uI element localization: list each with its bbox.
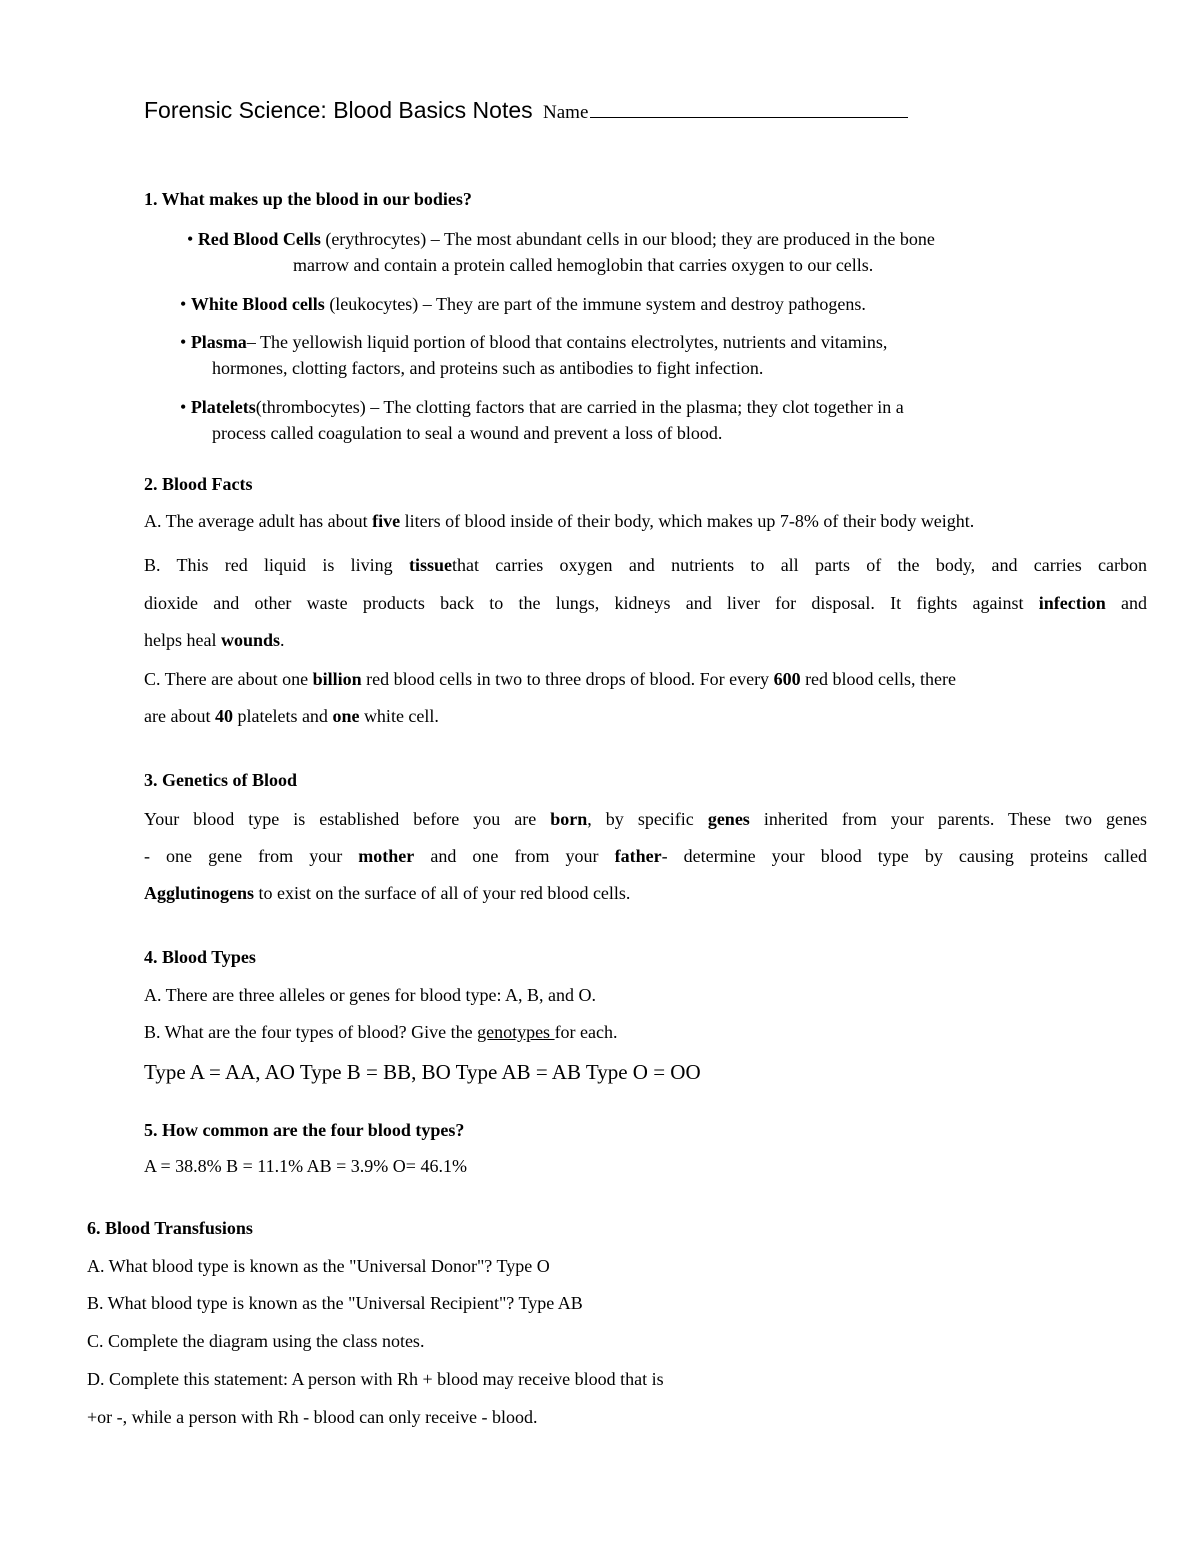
blood-types-b [144, 1022, 618, 1043]
fact-c1-pre: C. There are about one [144, 669, 313, 689]
bullet-platelets [180, 397, 904, 418]
section-6-heading: 6. Blood Transfusions [87, 1218, 253, 1238]
fact-b2-pre: dioxide and other waste products back to the lungs, kidneys and liver for disposal. It fights against [144, 593, 1039, 613]
blood-type-frequency-answer: A = 38.8% B = 11.1% AB = 3.9% O= 46.1% [144, 1156, 467, 1176]
bullet-icon: • [180, 397, 187, 417]
fact-a-pre: A. The average adult has about [144, 511, 373, 531]
bullet-red-blood-cells [187, 229, 935, 250]
rbc-term: Red Blood Cells [197, 229, 321, 249]
genetics-l3-post: to exist on the surface of all of your red blood cells. [254, 883, 631, 903]
genetics-line-2 [144, 846, 1147, 867]
transfusion-a: A. What blood type is known as the "Universal Donor"? Type O [87, 1256, 550, 1276]
fact-c2-mid: platelets and [232, 706, 333, 726]
fact-a-bold: five [372, 511, 401, 531]
platelets-line-1: (thrombocytes) – The clotting factors that are carried in the plasma; they clot together in a [255, 397, 904, 417]
fact-c2-post: white cell. [359, 706, 439, 726]
name-blank-line[interactable] [590, 97, 908, 118]
genetics-l1-pre: Your blood type is established before you are [144, 809, 551, 829]
fact-b1-pre: B. This red liquid is living [144, 555, 409, 575]
fact-b-line-2 [144, 593, 1147, 614]
fact-c-line-2 [144, 706, 439, 727]
genetics-line-3 [144, 883, 630, 904]
rbc-line-1: (erythrocytes) – The most abundant cells in our blood; they are produced in the bone [320, 229, 935, 249]
bullet-icon: • [180, 294, 187, 314]
genetics-line-1 [144, 809, 1147, 830]
bullet-icon: • [187, 229, 194, 249]
fact-c2-bold-1: 40 [214, 706, 233, 726]
transfusion-d-line-1: D. Complete this statement: A person with Rh + blood may receive blood that is [87, 1369, 664, 1389]
rbc-line-2: marrow and contain a protein called hemoglobin that carries oxygen to our cells. [293, 255, 874, 275]
transfusion-d-line-2: +or -, while a person with Rh - blood can only receive - blood. [87, 1407, 538, 1427]
genetics-l1-post: inherited from your parents. These two genes [749, 809, 1148, 829]
platelets-term: Platelets [190, 397, 256, 417]
section-5-heading: 5. How common are the four blood types? [144, 1120, 465, 1140]
fact-b2-post: and [1105, 593, 1147, 613]
fact-b1-post: that carries oxygen and nutrients to all parts of the body, and carries carbon [451, 555, 1147, 575]
plasma-term: Plasma [190, 332, 247, 352]
blood-types-a: A. There are three alleles or genes for blood type: A, B, and O. [144, 985, 597, 1005]
blood-types-b-post: for each. [554, 1022, 618, 1042]
fact-c1-mid: red blood cells in two to three drops of blood. For every [361, 669, 774, 689]
section-2-heading: 2. Blood Facts [144, 474, 253, 494]
genetics-l3-bold: Agglutinogens [144, 883, 255, 903]
transfusion-b: B. What blood type is known as the "Universal Recipient"? Type AB [87, 1293, 583, 1313]
section-4-heading: 4. Blood Types [144, 947, 256, 967]
blood-types-b-pre: B. What are the four types of blood? Give the [144, 1022, 478, 1042]
genetics-l2-post: - determine your blood type by causing proteins called [661, 846, 1148, 866]
fact-b3-post: . [280, 630, 285, 650]
fact-b3-pre: helps heal [144, 630, 221, 650]
plasma-line-1: – The yellowish liquid portion of blood that contains electrolytes, nutrients and vitamins, [246, 332, 888, 352]
bullet-icon: • [180, 332, 187, 352]
blood-types-answer: Type A = AA, AO Type B = BB, BO Type AB = AB Type O = OO [144, 1060, 701, 1084]
fact-b-line-3 [144, 630, 285, 651]
fact-c1-post: red blood cells, there [800, 669, 957, 689]
wbc-line-1: (leukocytes) – They are part of the immune system and destroy pathogens. [324, 294, 866, 314]
fact-a [144, 511, 974, 532]
fact-b3-bold: wounds [220, 630, 281, 650]
section-1-heading: 1. What makes up the blood in our bodies? [144, 189, 472, 209]
plasma-line-2: hormones, clotting factors, and proteins such as antibodies to fight infection. [212, 358, 764, 378]
fact-c1-bold-2: 600 [773, 669, 801, 689]
bullet-plasma [180, 332, 887, 353]
platelets-line-2: process called coagulation to seal a wound and prevent a loss of blood. [212, 423, 723, 443]
wbc-term: White Blood cells [190, 294, 325, 314]
fact-a-post: liters of blood inside of their body, which makes up 7-8% of their body weight. [400, 511, 975, 531]
fact-b-line-1 [144, 555, 1147, 576]
genetics-l1-mid: , by specific [587, 809, 708, 829]
fact-b2-bold: infection [1038, 593, 1106, 613]
genetics-l2-mid: and one from your [414, 846, 615, 866]
blood-types-b-underlined: genotypes [477, 1022, 555, 1042]
bullet-white-blood-cells [180, 294, 866, 315]
genetics-l1-bold-2: genes [707, 809, 750, 829]
fact-c-line-1 [144, 669, 956, 690]
genetics-l2-bold-2: father [614, 846, 662, 866]
page-title [144, 97, 908, 124]
fact-c2-pre: are about [144, 706, 215, 726]
genetics-l2-bold-1: mother [358, 846, 415, 866]
section-3-heading: 3. Genetics of Blood [144, 770, 297, 790]
title-text: Forensic Science: Blood Basics Notes [144, 97, 533, 123]
genetics-l1-bold-1: born [550, 809, 588, 829]
transfusion-c: C. Complete the diagram using the class notes. [87, 1331, 425, 1351]
fact-c2-bold-2: one [332, 706, 360, 726]
genetics-l2-pre: - one gene from your [144, 846, 359, 866]
fact-c1-bold-1: billion [312, 669, 362, 689]
name-label: Name [543, 102, 589, 123]
fact-b1-bold: tissue [408, 555, 452, 575]
